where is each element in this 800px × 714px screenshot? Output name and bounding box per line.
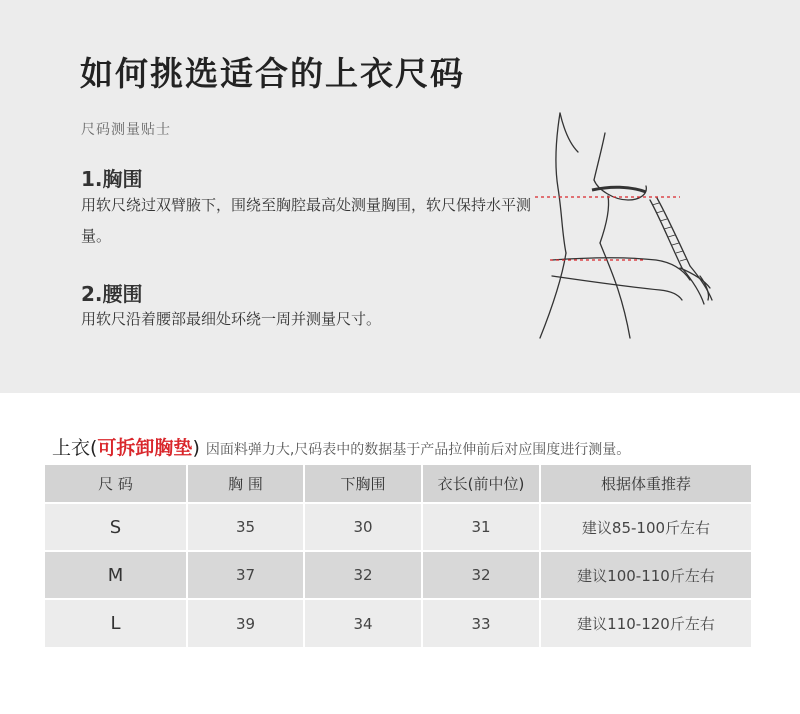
- header-weight: 根据体重推荐: [540, 465, 751, 503]
- table-row: [45, 599, 751, 647]
- page-title: 如何挑选适合的上衣尺码: [80, 54, 465, 93]
- cell-chest: 35: [187, 503, 304, 551]
- header-length: 衣长(前中位): [422, 465, 540, 503]
- header-chest: 胸 围: [187, 465, 304, 503]
- cell-chest: 39: [187, 599, 304, 647]
- cell-chest: 37: [187, 551, 304, 599]
- body-measurement-illustration: [530, 108, 730, 343]
- table-row: [45, 551, 751, 599]
- cell-underbust: 34: [304, 599, 422, 647]
- size-table: [45, 465, 751, 647]
- section-heading-waist: 2.腰围: [81, 282, 143, 306]
- caption-label: 上衣(: [52, 437, 98, 459]
- caption-highlight: 可拆卸胸垫: [97, 437, 193, 459]
- cell-weight: 建议110-120斤左右: [540, 599, 751, 647]
- cell-size: M: [45, 551, 187, 599]
- header-underbust: 下胸围: [304, 465, 422, 503]
- section-body-chest: 用软尺绕过双臂腋下，围绕至胸腔最高处测量胸围，软尺保持水平测量。: [81, 196, 532, 245]
- section-body-waist: 用软尺沿着腰部最细处环绕一周并测量尺寸。: [81, 310, 382, 328]
- cell-underbust: 32: [304, 551, 422, 599]
- table-caption: [52, 433, 630, 460]
- cell-size: L: [45, 599, 187, 647]
- cell-length: 33: [422, 599, 540, 647]
- tips-subtitle: 尺码测量贴士: [81, 122, 171, 138]
- cell-size: S: [45, 503, 187, 551]
- header-size: 尺 码: [45, 465, 187, 503]
- caption-close: ): [192, 437, 200, 459]
- cell-weight: 建议85-100斤左右: [540, 503, 751, 551]
- cell-underbust: 30: [304, 503, 422, 551]
- caption-note: 因面料弹力大,尺码表中的数据基于产品拉伸前后对应围度进行测量。: [205, 442, 631, 458]
- table-row: [45, 503, 751, 551]
- cell-length: 31: [422, 503, 540, 551]
- table-header-row: [45, 465, 751, 503]
- section-heading-chest: 1.胸围: [81, 167, 143, 191]
- cell-weight: 建议100-110斤左右: [540, 551, 751, 599]
- cell-length: 32: [422, 551, 540, 599]
